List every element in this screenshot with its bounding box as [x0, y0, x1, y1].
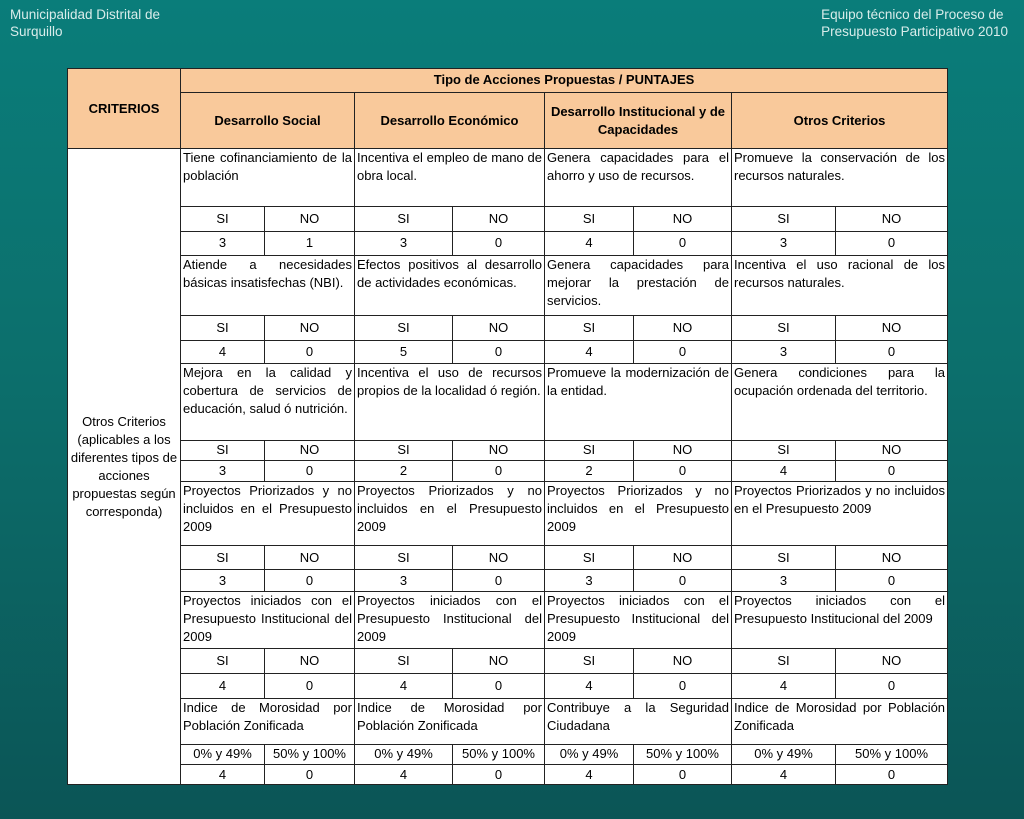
criterion-text: Genera condiciones para la ocupación ordenada del territorio. [732, 363, 948, 440]
criterion-text: Proyectos Priorizados y no incluidos en el Presupuesto 2009 [181, 481, 355, 546]
category-header: Desarrollo Institucional y de Capacidades [545, 92, 732, 148]
criterion-text: Efectos positivos al desarrollo de actividades económicas. [355, 255, 545, 315]
category-header: Otros Criterios [732, 92, 948, 148]
score-cell: 0 [265, 340, 355, 363]
option-cell [836, 745, 948, 765]
score-cell: 3 [355, 231, 453, 255]
option-cell: NO [265, 546, 355, 570]
option-label: 0% y 49% [559, 746, 619, 762]
score-cell: 0 [634, 231, 732, 255]
criterion-text: Promueve la modernización de la entidad. [545, 363, 732, 440]
option-cell: SI [355, 315, 453, 340]
option-cell: NO [634, 206, 732, 231]
option-cell: NO [634, 649, 732, 674]
criterion-text: Proyectos Priorizados y no incluidos en el Presupuesto 2009 [732, 481, 948, 546]
option-cell: NO [836, 440, 948, 460]
score-cell: 2 [545, 460, 634, 481]
tipo-acciones-header: Tipo de Acciones Propuestas / PUNTAJES [181, 69, 948, 93]
option-cell: NO [634, 440, 732, 460]
category-header: Desarrollo Económico [355, 92, 545, 148]
header-left [10, 6, 160, 40]
criterion-text: Proyectos iniciados con el Presupuesto Institucional del 2009 [181, 592, 355, 649]
score-cell: 0 [265, 674, 355, 699]
option-label: 0% y 49% [754, 746, 813, 762]
option-cell: NO [453, 206, 545, 231]
option-cell [181, 745, 265, 765]
score-cell: 0 [453, 460, 545, 481]
criterios-header: CRITERIOS [68, 69, 181, 149]
criterion-text: Proyectos Priorizados y no incluidos en el Presupuesto 2009 [545, 481, 732, 546]
option-cell: NO [836, 315, 948, 340]
score-cell: 0 [265, 570, 355, 592]
option-cell [355, 745, 453, 765]
score-cell: 0 [453, 674, 545, 699]
score-cell: 3 [732, 340, 836, 363]
option-label: 50% y 100% [646, 746, 719, 762]
option-cell: NO [453, 440, 545, 460]
option-cell: NO [634, 315, 732, 340]
option-cell: SI [545, 649, 634, 674]
option-cell: NO [453, 649, 545, 674]
option-cell: SI [732, 440, 836, 460]
option-label: 50% y 100% [273, 746, 346, 762]
score-cell: 0 [453, 570, 545, 592]
option-cell: SI [732, 649, 836, 674]
criterion-text: Indice de Morosidad por Población Zonificada [181, 699, 355, 745]
score-cell: 3 [545, 570, 634, 592]
criterion-text: Tiene cofinanciamiento de la población [181, 149, 355, 206]
criterion-text: Promueve la conservación de los recursos naturales. [732, 149, 948, 206]
score-cell: 4 [732, 674, 836, 699]
score-cell: 4 [181, 765, 265, 785]
score-cell: 3 [732, 570, 836, 592]
score-cell: 0 [836, 765, 948, 785]
score-cell: 4 [545, 765, 634, 785]
criterion-text: Atiende a necesidades básicas insatisfechas (NBI). [181, 255, 355, 315]
criterion-text: Indice de Morosidad por Población Zonificada [732, 699, 948, 745]
score-cell: 0 [836, 460, 948, 481]
option-label: 0% y 49% [374, 746, 433, 762]
category-header: Desarrollo Social [181, 92, 355, 148]
option-cell: NO [265, 649, 355, 674]
criterion-text: Proyectos iniciados con el Presupuesto Institucional del 2009 [355, 592, 545, 649]
option-cell: SI [181, 315, 265, 340]
criterion-text: Indice de Morosidad por Población Zonificada [355, 699, 545, 745]
score-cell: 0 [634, 765, 732, 785]
option-cell [634, 745, 732, 765]
score-cell: 3 [181, 231, 265, 255]
score-cell: 4 [545, 231, 634, 255]
score-cell: 4 [181, 340, 265, 363]
score-cell: 4 [545, 340, 634, 363]
score-cell: 3 [181, 460, 265, 481]
option-cell: NO [265, 440, 355, 460]
score-cell: 0 [265, 765, 355, 785]
header-left-line2: Surquillo [10, 24, 63, 39]
option-cell [732, 745, 836, 765]
header-right-line1: Equipo técnico del Proceso de [821, 7, 1004, 22]
score-cell: 0 [836, 570, 948, 592]
option-label: 50% y 100% [855, 746, 929, 762]
option-cell: NO [265, 315, 355, 340]
option-cell: NO [453, 315, 545, 340]
score-cell: 0 [634, 460, 732, 481]
option-cell: SI [355, 440, 453, 460]
option-cell: SI [732, 546, 836, 570]
criterion-text: Genera capacidades para el ahorro y uso de recursos. [545, 149, 732, 206]
score-cell: 4 [732, 460, 836, 481]
criteria-table [67, 68, 948, 785]
option-cell: SI [545, 546, 634, 570]
option-cell: SI [181, 546, 265, 570]
option-cell: SI [732, 315, 836, 340]
header-left-line1: Municipalidad Distrital de [10, 7, 161, 22]
option-cell: SI [181, 649, 265, 674]
score-cell: 0 [836, 340, 948, 363]
option-cell: SI [545, 206, 634, 231]
criterion-text: Proyectos iniciados con el Presupuesto Institucional del 2009 [732, 592, 948, 649]
criterion-text: Incentiva el uso racional de los recursos naturales. [732, 255, 948, 315]
option-cell: SI [355, 546, 453, 570]
option-cell: SI [355, 206, 453, 231]
score-cell: 3 [181, 570, 265, 592]
option-label: 50% y 100% [462, 746, 535, 762]
header-right-line2: Presupuesto Participativo 2010 [821, 24, 1008, 39]
score-cell: 4 [181, 674, 265, 699]
score-cell: 0 [634, 340, 732, 363]
score-cell: 4 [545, 674, 634, 699]
side-criteria-label: Otros Criterios (aplicables a los diferentes tipos de acciones propuestas según corresponda) [68, 149, 181, 785]
option-cell [545, 745, 634, 765]
option-cell: SI [545, 315, 634, 340]
option-cell: SI [732, 206, 836, 231]
score-cell: 3 [355, 570, 453, 592]
option-cell: NO [265, 206, 355, 231]
option-cell [265, 745, 355, 765]
score-cell: 0 [453, 765, 545, 785]
criterion-text: Incentiva el uso de recursos propios de la localidad ó región. [355, 363, 545, 440]
criterion-text: Genera capacidades para mejorar la prestación de servicios. [545, 255, 732, 315]
score-cell: 0 [634, 570, 732, 592]
score-cell: 4 [355, 765, 453, 785]
option-cell: NO [836, 206, 948, 231]
criterion-text: Mejora en la calidad y cobertura de servicios de educación, salud ó nutrición. [181, 363, 355, 440]
score-cell: 4 [355, 674, 453, 699]
criterion-text: Proyectos Priorizados y no incluidos en el Presupuesto 2009 [355, 481, 545, 546]
option-cell: SI [181, 440, 265, 460]
score-cell: 0 [634, 674, 732, 699]
option-cell: NO [453, 546, 545, 570]
option-label: 0% y 49% [193, 746, 252, 762]
score-cell: 0 [453, 340, 545, 363]
criterion-text: Proyectos iniciados con el Presupuesto Institucional del 2009 [545, 592, 732, 649]
score-cell: 0 [265, 460, 355, 481]
option-cell: NO [836, 649, 948, 674]
score-cell: 1 [265, 231, 355, 255]
score-cell: 0 [453, 231, 545, 255]
option-cell: SI [355, 649, 453, 674]
criterion-text: Contribuye a la Seguridad Ciudadana [545, 699, 732, 745]
criterion-text: Incentiva el empleo de mano de obra local. [355, 149, 545, 206]
score-cell: 3 [732, 231, 836, 255]
option-cell: NO [836, 546, 948, 570]
option-cell: NO [634, 546, 732, 570]
score-cell: 0 [836, 231, 948, 255]
option-cell: SI [545, 440, 634, 460]
score-cell: 4 [732, 765, 836, 785]
header-right [821, 6, 1008, 40]
option-cell [453, 745, 545, 765]
score-cell: 5 [355, 340, 453, 363]
option-cell: SI [181, 206, 265, 231]
score-cell: 2 [355, 460, 453, 481]
score-cell: 0 [836, 674, 948, 699]
